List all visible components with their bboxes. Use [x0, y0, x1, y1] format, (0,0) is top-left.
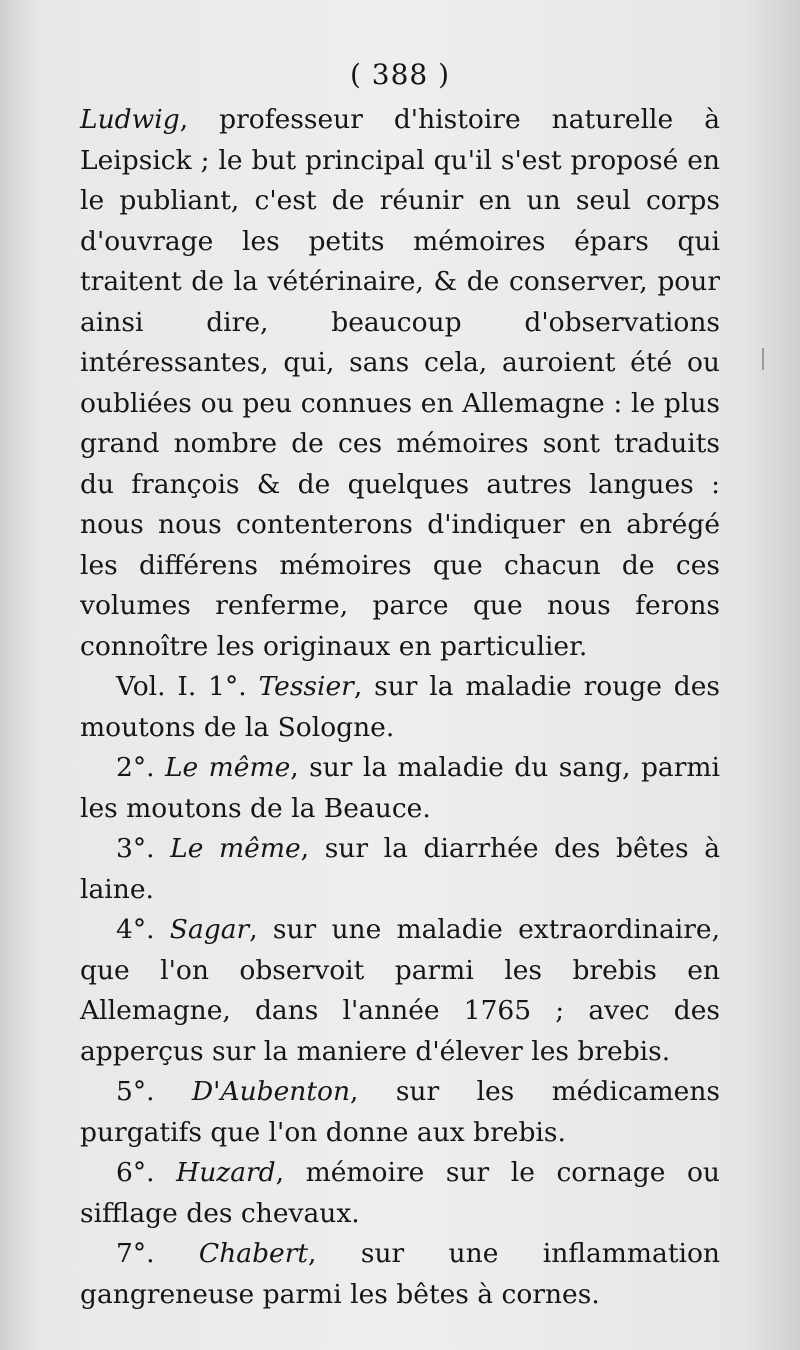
text-segment: , sur la maladie du sang, parmi les moutons de la Beauce.	[80, 752, 720, 824]
italic-name: Chabert	[198, 1238, 309, 1269]
text-segment: , mémoire sur le cornage ou sifflage des chevaux.	[80, 1157, 720, 1229]
text-segment: , sur la maladie rouge des moutons de la Sologne.	[80, 671, 720, 743]
text-segment: 2°.	[116, 752, 165, 783]
paragraph-vol1-6	[80, 1153, 720, 1234]
margin-mark	[762, 348, 764, 370]
italic-name: Le même	[170, 833, 301, 864]
text-segment: 7°.	[116, 1238, 199, 1269]
italic-name: Huzard	[176, 1157, 276, 1188]
text-segment: , sur la diarrhée des bêtes à laine.	[80, 833, 720, 905]
text-segment: 4°.	[116, 914, 170, 945]
italic-name: Ludwig	[80, 104, 180, 135]
italic-name: Tessier	[258, 671, 354, 702]
italic-name: D'Aubenton	[191, 1076, 351, 1107]
paragraph-vol1-2	[80, 748, 720, 829]
italic-name: Sagar	[169, 914, 250, 945]
text-segment: Vol. I. 1°.	[116, 671, 259, 702]
page-body-text	[80, 100, 720, 1315]
paragraph-vol1-5	[80, 1072, 720, 1153]
page-number: ( 388 )	[349, 58, 451, 91]
text-segment: , sur les médicamens purgatifs que l'on donne aux brebis.	[80, 1076, 720, 1148]
text-segment: 3°.	[116, 833, 171, 864]
paragraph-vol1-7	[80, 1234, 720, 1315]
text-segment: 6°.	[116, 1157, 177, 1188]
text-segment: , sur une maladie extraordinaire, que l'on observoit parmi les brebis en Allemagne, dans l'année 1765 ; avec des apperçus sur la maniere d'élever les brebis.	[80, 914, 721, 1067]
paragraph-intro	[80, 100, 720, 667]
paragraph-vol1-4	[80, 910, 720, 1072]
text-segment: 5°.	[116, 1076, 192, 1107]
text-segment: , professeur d'histoire naturelle à Leipsick ; le but principal qu'il s'est proposé en le publiant, c'est de réunir en un seul corps d'ouvrage les petits mémoires épars qui traitent de la vétérinaire, & de conserver, pour ainsi dire, beaucoup d'observations intéressantes, qui, sans cela, auroient été ou oubliées ou peu connues en Allemagne : le plus grand nombre de ces mémoires sont traduits du françois & de quelques autres langues : nous nous contenterons d'indiquer en abrégé les différens mémoires que chacun de ces volumes renferme, parce que nous ferons connoître les originaux en particulier.	[80, 104, 720, 662]
text-segment: , sur une inflammation gangreneuse parmi les bêtes à cornes.	[80, 1238, 720, 1310]
paragraph-vol1-1	[80, 667, 720, 748]
paragraph-vol1-3	[80, 829, 720, 910]
italic-name: Le même	[164, 752, 291, 783]
